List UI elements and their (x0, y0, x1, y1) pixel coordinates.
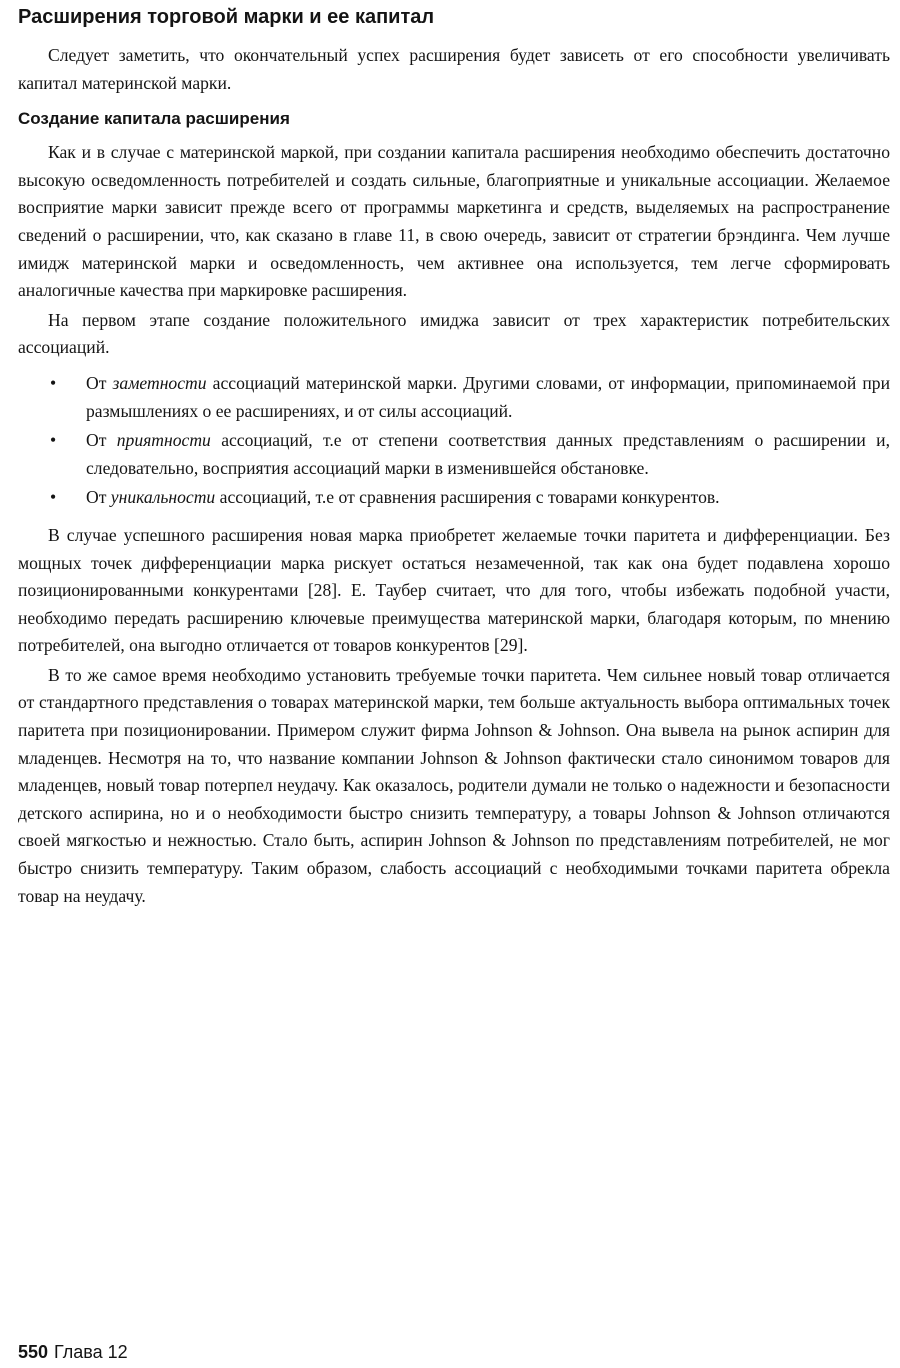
bullet-icon: • (50, 487, 57, 508)
paragraph-1: Как и в случае с материнской маркой, при создании капитала расширения необходимо обеспечить достаточно высокую осведомленность потребителей и создать сильные, благоприятные и уникальные ассоциации. Желаемое восприятие марки зависит прежде всего от программы маркетинга и средств, выделяемых на распространение сведений о расширении, что, как сказано в главе 11, в свою очередь, зависит от стратегии брэндинга. Чем лучше имидж материнской марки и осведомленность, чем активнее она используется, тем легче сформировать аналогичные качества при маркировке расширения. (18, 142, 890, 301)
bullet-text: ассоциаций материнской марки. Другими словами, от информации, припоминаемой при размышлениях о ее расширениях, и от силы ассоциаций. (86, 372, 891, 421)
paragraph-4: В то же самое время необходимо установить требуемые точки паритета. Чем сильнее новый товар отличается от стандартного представления о товарах материнской марки, тем больше актуальность выбора оптимальных точек паритета при позиционировании. Примером служит фирма Johnson & Johnson. Она вывела на рынок аспирин для младенцев. Несмотря на то, что название компании Johnson & Johnson фактически стало синонимом товаров для младенцев, новый товар потерпел неудачу. Как оказалось, родители думали не только о надежности и безопасности детского аспирина, но и о необходимости быстро снизить температуру, а товары Johnson & Johnson отличаются своей мягкостью и нежностью. Стало быть, аспирин Johnson & Johnson по представлениям потребителей, не мог быстро снизить температуру. Таким образом, слабость ассоциаций с необходимыми точками паритета обрекла товар на неудачу. (18, 664, 890, 906)
subsection-title: Создание капитала расширения (18, 109, 290, 129)
bullet-icon: • (50, 430, 57, 451)
intro-paragraph: Следует заметить, что окончательный успех расширения будет зависеть от его способности увеличивать капитал материнской марки. (18, 45, 890, 93)
bullet-item (18, 484, 890, 512)
bullet-term: уникальности (110, 487, 216, 508)
chapter-label: Глава 12 (54, 1342, 128, 1362)
bullet-icon: • (50, 372, 57, 393)
bullet-text: ассоциаций, т.е от сравнения расширения с товарами конкурентов. (215, 487, 720, 508)
page-content (18, 4, 890, 910)
paragraph-2: На первом этапе создание положительного имиджа зависит от трех характеристик потребительских ассоциаций. (18, 309, 890, 358)
paragraph-3: В случае успешного расширения новая марка приобретет желаемые точки паритета и дифференциации. Без мощных точек дифференциации марка рискует остаться незамеченной, так как она будет подавлена хорошо позиционированными конкурентами [28]. Е. Таубер считает, что для того, чтобы избежать подобной участи, необходимо передать расширению ключевые преимущества материнской марки, благодаря которым, по мнению потребителей, она выгодно отличается от товаров конкурентов [29]. (18, 524, 890, 656)
page-footer (18, 1340, 128, 1364)
bullet-item (18, 370, 890, 425)
section-title: Расширения торговой марки и ее капитал (18, 6, 435, 28)
bullet-prefix: От (86, 487, 111, 508)
bullet-list (18, 370, 890, 512)
page-number: 550 (18, 1342, 49, 1362)
bullet-prefix: От (86, 430, 117, 451)
bullet-term: заметности (112, 372, 207, 393)
bullet-text: ассоциаций, т.е от степени соответствия данных представлениям о расширении и, следовательно, восприятия ассоциаций марки в изменившейся обстановке. (86, 430, 890, 478)
bullet-prefix: От (86, 372, 113, 393)
bullet-item (18, 427, 890, 482)
bullet-term: приятности (116, 430, 211, 451)
